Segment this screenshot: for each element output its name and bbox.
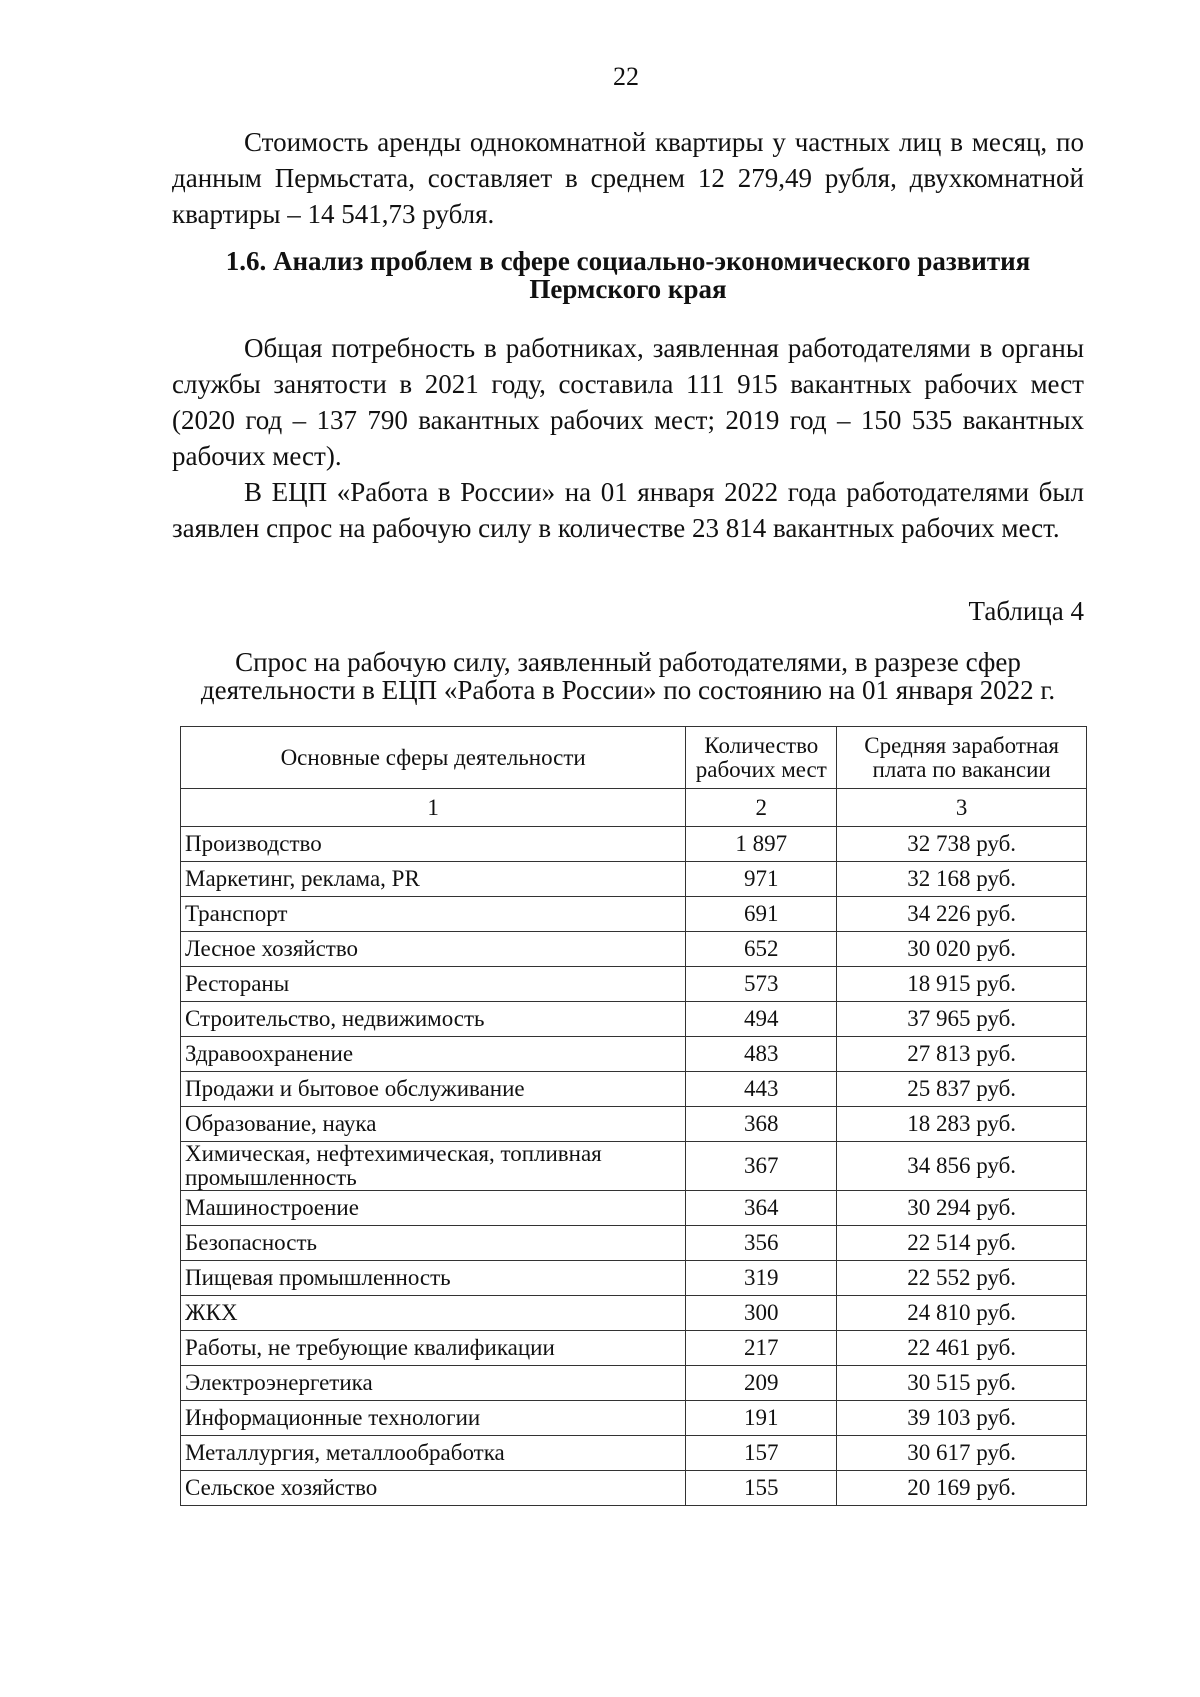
jobs-cell: 483: [686, 1037, 837, 1072]
table-row: [181, 827, 1087, 862]
salary-cell: 22 461 руб.: [837, 1331, 1087, 1366]
labor-demand-table: [180, 726, 1087, 1506]
salary-cell: 30 020 руб.: [837, 932, 1087, 967]
section-heading: 1.6. Анализ проблем в сфере социально-экономического развития Пермского края: [225, 246, 1031, 304]
jobs-cell: 367: [686, 1142, 837, 1191]
sector-cell: Здравоохранение: [181, 1037, 686, 1072]
sector-cell: Сельское хозяйство: [181, 1471, 686, 1506]
salary-cell: 32 738 руб.: [837, 827, 1087, 862]
salary-cell: 39 103 руб.: [837, 1401, 1087, 1436]
salary-cell: 24 810 руб.: [837, 1296, 1087, 1331]
jobs-cell: 691: [686, 897, 837, 932]
jobs-cell: 494: [686, 1002, 837, 1037]
jobs-cell: 217: [686, 1331, 837, 1366]
jobs-cell: 191: [686, 1401, 837, 1436]
table-caption: Спрос на рабочую силу, заявленный работодателями, в разрезе сфер деятельности в ЕЦП «Работа в России» по состоянию на 01 января 2022 г.: [200, 647, 1056, 705]
sector-cell: Маркетинг, реклама, PR: [181, 862, 686, 897]
sector-cell: Пищевая промышленность: [181, 1261, 686, 1296]
salary-cell: 30 617 руб.: [837, 1436, 1087, 1471]
sector-cell: Рестораны: [181, 967, 686, 1002]
header-jobs: Количество рабочих мест: [686, 727, 837, 789]
sector-cell: Продажи и бытовое обслуживание: [181, 1072, 686, 1107]
jobs-cell: 300: [686, 1296, 837, 1331]
table-row: [181, 1366, 1087, 1401]
salary-cell: 22 552 руб.: [837, 1261, 1087, 1296]
table-row: [181, 1471, 1087, 1506]
index-cell: 1: [181, 789, 686, 827]
paragraph-ecp-demand: В ЕЦП «Работа в России» на 01 января 2022 года работодателями был заявлен спрос на рабочую силу в количестве 23 814 вакантных рабочих мест.: [172, 477, 1084, 543]
jobs-cell: 652: [686, 932, 837, 967]
table-row: [181, 967, 1087, 1002]
sector-cell: Информационные технологии: [181, 1401, 686, 1436]
sector-cell: Металлургия, металлообработка: [181, 1436, 686, 1471]
table-row: [181, 1191, 1087, 1226]
sector-cell: Производство: [181, 827, 686, 862]
table-row: [181, 1296, 1087, 1331]
sector-cell: Лесное хозяйство: [181, 932, 686, 967]
sector-cell: ЖКХ: [181, 1296, 686, 1331]
table-row: [181, 1261, 1087, 1296]
jobs-cell: 368: [686, 1107, 837, 1142]
salary-cell: 18 915 руб.: [837, 967, 1087, 1002]
table-row: [181, 1142, 1087, 1191]
paragraph-labor-demand: Общая потребность в работниках, заявленная работодателями в органы службы занятости в 2021 году, составила 111 915 вакантных рабочих мест (2020 год – 137 790 вакантных рабочих мест; 2019 год – 150 535 вакантных рабочих мест).: [172, 333, 1084, 471]
table-row: [181, 1436, 1087, 1471]
jobs-cell: 209: [686, 1366, 837, 1401]
salary-cell: 32 168 руб.: [837, 862, 1087, 897]
index-cell: 3: [837, 789, 1087, 827]
salary-cell: 34 856 руб.: [837, 1142, 1087, 1191]
sector-cell: Строительство, недвижимость: [181, 1002, 686, 1037]
header-sector: Основные сферы деятельности: [181, 727, 686, 789]
sector-cell: Образование, наука: [181, 1107, 686, 1142]
jobs-cell: 155: [686, 1471, 837, 1506]
salary-cell: 25 837 руб.: [837, 1072, 1087, 1107]
jobs-cell: 573: [686, 967, 837, 1002]
table-row: [181, 897, 1087, 932]
salary-cell: 22 514 руб.: [837, 1226, 1087, 1261]
jobs-cell: 356: [686, 1226, 837, 1261]
jobs-cell: 1 897: [686, 827, 837, 862]
table-row: [181, 1107, 1087, 1142]
table-row: [181, 1072, 1087, 1107]
salary-cell: 37 965 руб.: [837, 1002, 1087, 1037]
salary-cell: 27 813 руб.: [837, 1037, 1087, 1072]
sector-cell: Транспорт: [181, 897, 686, 932]
table-row: [181, 862, 1087, 897]
header-salary: Средняя заработная плата по вакансии: [837, 727, 1087, 789]
sector-cell: Электроэнергетика: [181, 1366, 686, 1401]
sector-cell: Работы, не требующие квалификации: [181, 1331, 686, 1366]
table-row: [181, 1331, 1087, 1366]
jobs-cell: 157: [686, 1436, 837, 1471]
table-row: [181, 932, 1087, 967]
salary-cell: 34 226 руб.: [837, 897, 1087, 932]
page-number: 22: [613, 62, 639, 91]
salary-cell: 20 169 руб.: [837, 1471, 1087, 1506]
jobs-cell: 364: [686, 1191, 837, 1226]
table-row: [181, 1401, 1087, 1436]
sector-cell: Химическая, нефтехимическая, топливная промышленность: [181, 1142, 686, 1191]
jobs-cell: 971: [686, 862, 837, 897]
table-header-row: [181, 727, 1087, 789]
jobs-cell: 319: [686, 1261, 837, 1296]
salary-cell: 18 283 руб.: [837, 1107, 1087, 1142]
index-cell: 2: [686, 789, 837, 827]
table-index-row: [181, 789, 1087, 827]
paragraph-rent-cost: Стоимость аренды однокомнатной квартиры у частных лиц в месяц, по данным Пермьстата, составляет в среднем 12 279,49 рубля, двухкомнатной квартиры – 14 541,73 рубля.: [172, 127, 1084, 229]
sector-cell: Машиностроение: [181, 1191, 686, 1226]
jobs-cell: 443: [686, 1072, 837, 1107]
table-row: [181, 1226, 1087, 1261]
table-row: [181, 1037, 1087, 1072]
sector-cell: Безопасность: [181, 1226, 686, 1261]
salary-cell: 30 515 руб.: [837, 1366, 1087, 1401]
table-label: Таблица 4: [968, 596, 1084, 626]
table-row: [181, 1002, 1087, 1037]
salary-cell: 30 294 руб.: [837, 1191, 1087, 1226]
